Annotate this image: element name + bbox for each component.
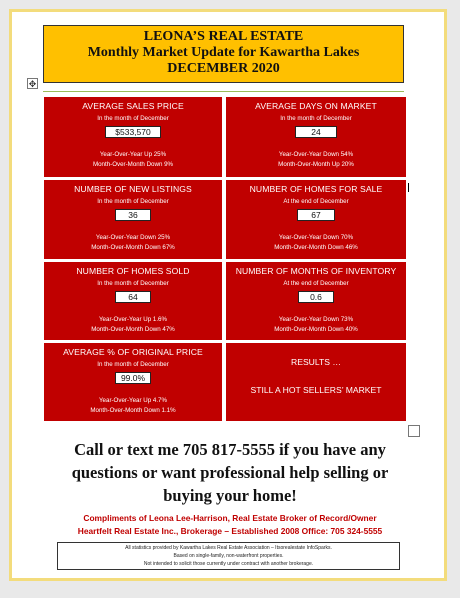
stat-mom: Month-Over-Month Down 1.1% [90,407,176,414]
stat-value: 24 [295,126,337,138]
stat-title: NUMBER OF NEW LISTINGS [74,184,192,194]
text-cursor [408,183,409,192]
stat-mom: Month-Over-Month Down 9% [92,161,174,168]
stat-mom: Month-Over-Month Down 40% [274,326,358,333]
stat-cell-average-days-on-market [226,97,406,177]
disclaimer-line: Based on single-family, non-waterfront properties. [173,553,284,559]
stat-subtitle: In the month of December [97,198,169,205]
divider-line [43,91,404,92]
stat-title: NUMBER OF HOMES FOR SALE [249,184,383,194]
stat-value: 0.6 [298,291,334,303]
header-subtitle: Monthly Market Update for Kawartha Lakes [87,45,360,60]
stat-subtitle: In the month of December [280,115,352,122]
stat-title: NUMBER OF HOMES SOLD [76,266,190,276]
stat-cell-months-of-inventory [226,262,406,340]
stat-cell-homes-sold [44,262,222,340]
stat-yoy: Year-Over-Year Down 25% [95,234,171,241]
stat-title: NUMBER OF MONTHS OF INVENTORY [235,266,397,276]
stat-mom: Month-Over-Month Down 67% [91,244,175,251]
stat-cell-homes-for-sale [226,180,406,259]
stat-subtitle: In the month of December [97,361,169,368]
stat-yoy: Year-Over-Year Down 73% [278,316,354,323]
stat-mom: Month-Over-Month Down 47% [91,326,175,333]
stat-yoy: Year-Over-Year Down 54% [278,151,354,158]
stat-mom: Month-Over-Month Up 20% [278,161,354,168]
stat-title: AVERAGE % OF ORIGINAL PRICE [63,347,203,357]
header-month: DECEMBER 2020 [167,61,280,76]
stat-cell-percent-of-original-price [44,343,222,421]
disclaimer-line: Not intended to solicit those currently under contract with another brokerage. [143,561,314,567]
stat-mom: Month-Over-Month Down 46% [274,244,358,251]
credit-line: Compliments of Leona Lee-Harrison, Real Estate Broker of Record/Owner [83,513,377,523]
stat-cell-average-sales-price [44,97,222,177]
stat-yoy: Year-Over-Year Up 4.7% [99,397,167,404]
credit-line: Heartfelt Real Estate Inc., Brokerage – Established 2008 Office: 705 324-5555 [77,526,383,536]
resize-handle[interactable] [408,425,420,437]
header-title: LEONA’S REAL ESTATE [143,29,304,44]
stat-yoy: Year-Over-Year Down 70% [278,234,354,241]
report-header [43,25,404,83]
cta-line: buying your home! [163,486,297,505]
results-cell [226,343,406,421]
call-to-action [40,438,420,507]
stat-yoy: Year-Over-Year Up 25% [99,151,167,158]
stat-subtitle: At the end of December [283,198,349,205]
stat-yoy: Year-Over-Year Up 1.6% [99,316,167,323]
disclaimer-line: All statistics provided by Kawartha Lakes Real Estate Association – Itsorealestate InfoSparks. [125,545,332,551]
cta-line: Call or text me 705 817-5555 if you have any [74,440,386,459]
broker-credit [40,512,420,538]
stat-subtitle: In the month of December [97,280,169,287]
move-icon[interactable]: ✥ [28,79,37,89]
stat-subtitle: At the end of December [283,280,349,287]
stat-value: 99.0% [115,372,151,384]
stat-value: 64 [115,291,151,303]
stat-value: $533,570 [105,126,161,138]
disclaimer-box [57,542,400,570]
stat-title: AVERAGE DAYS ON MARKET [255,101,377,111]
stats-table [44,97,406,421]
stat-cell-new-listings [44,180,222,259]
results-message: STILL A HOT SELLERS’ MARKET [250,385,382,395]
stat-title: AVERAGE SALES PRICE [82,101,184,111]
results-heading: RESULTS … [291,357,341,367]
stat-value: 67 [297,209,335,221]
stat-subtitle: In the month of December [97,115,169,122]
cta-line: questions or want professional help selling or [71,463,389,482]
stat-value: 36 [115,209,151,221]
